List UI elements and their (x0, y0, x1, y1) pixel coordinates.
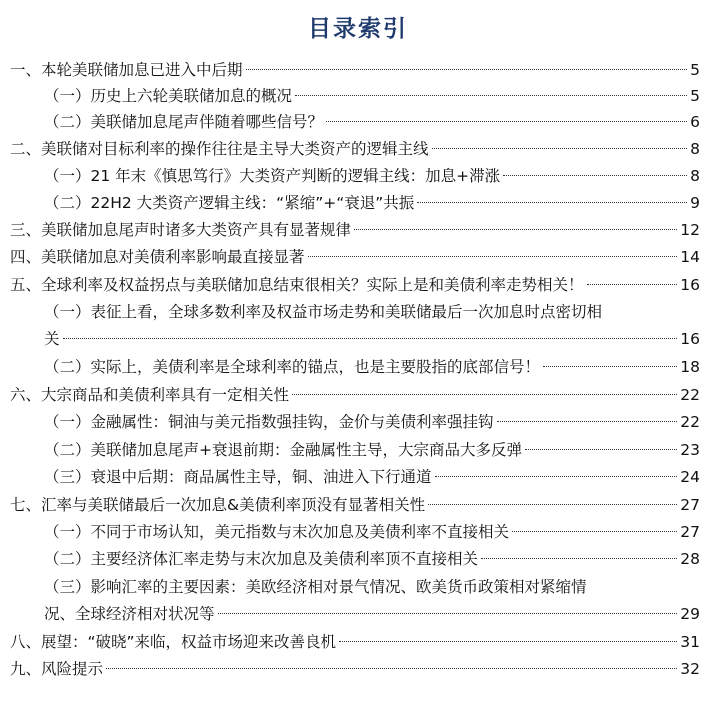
toc-entry-text: 六、大宗商品和美债利率具有一定相关性 (10, 386, 290, 404)
leader-dots (543, 366, 677, 367)
toc-entry[interactable] (0, 492, 716, 518)
toc-page-number: 5 (690, 87, 700, 105)
toc-entry[interactable] (0, 409, 716, 435)
toc-entry[interactable] (0, 354, 716, 380)
toc-entry[interactable] (0, 382, 716, 408)
leader-dots (106, 668, 677, 669)
toc-entry[interactable] (0, 574, 716, 628)
leader-dots (295, 95, 687, 96)
toc-page-number: 22 (680, 413, 700, 431)
leader-dots (417, 202, 687, 203)
toc-entry-text: 一、本轮美联储加息已进入中后期 (10, 61, 243, 79)
toc-entry-text: （二）美联储加息尾声+衰退前期：金融属性主导，大宗商品大多反弹 (44, 441, 522, 459)
toc-entry[interactable] (0, 519, 716, 545)
toc-entry-text: （二）主要经济体汇率走势与末次加息及美债利率顶不直接相关 (44, 550, 479, 568)
toc-page-number: 24 (680, 468, 700, 486)
toc-page-number: 5 (690, 61, 700, 79)
toc-entry[interactable] (0, 464, 716, 490)
toc-entry-text: （一）表征上看，全球多数利率及权益市场走势和美联储最后一次加息时点密切相 (44, 303, 603, 321)
toc-page-number: 23 (680, 441, 700, 459)
toc-entry-text: （三）影响汇率的主要因素：美欧经济相对景气情况、欧美货币政策相对紧缩情 (44, 578, 587, 596)
leader-dots (354, 229, 677, 230)
leader-dots (246, 69, 688, 70)
toc-page-number: 28 (680, 550, 700, 568)
toc-entry-text: 九、风险提示 (10, 660, 104, 678)
toc-entry[interactable] (0, 217, 716, 243)
toc-entry[interactable] (0, 437, 716, 463)
toc-page-number: 31 (680, 633, 700, 651)
toc-entry-text: 七、汇率与美联储最后一次加息&美债利率顶没有显著相关性 (10, 496, 426, 514)
toc-entry-text: （二）美联储加息尾声伴随着哪些信号？ (44, 113, 324, 131)
toc-entry-text: （二）实际上，美债利率是全球利率的锚点，也是主要股指的底部信号！ (44, 358, 541, 376)
leader-dots (428, 504, 677, 505)
toc-entry[interactable] (0, 163, 716, 189)
toc-page-number: 27 (680, 496, 700, 514)
leader-dots (497, 421, 678, 422)
toc-entry-text: （一）金融属性：铜油与美元指数强挂钩，金价与美债利率强挂钩 (44, 413, 494, 431)
toc-entry-text: （一）21 年末《慎思笃行》大类资产判断的逻辑主线：加息+滞涨 (44, 167, 501, 185)
leader-dots (512, 531, 677, 532)
leader-dots (525, 449, 677, 450)
leader-dots (503, 175, 687, 176)
toc-entry-text: 五、全球利率及权益拐点与美联储加息结束很相关？实际上是和美债利率走势相关！ (10, 276, 584, 294)
toc-entry[interactable] (0, 546, 716, 572)
toc-entry[interactable] (0, 272, 716, 298)
leader-dots (308, 256, 678, 257)
toc-entry[interactable] (0, 656, 716, 682)
toc-page-number: 14 (680, 248, 700, 266)
toc-entry-text: 八、展望：“破晓”来临，权益市场迎来改善良机 (10, 633, 337, 651)
toc-page-number: 16 (680, 276, 700, 294)
toc-page-number: 29 (680, 605, 700, 623)
leader-dots (435, 476, 678, 477)
leader-dots (292, 394, 677, 395)
toc-entry[interactable] (0, 244, 716, 270)
toc-entry-text: 三、美联储加息尾声时诸多大类资产具有显著规律 (10, 221, 352, 239)
leader-dots (326, 121, 687, 122)
toc-entry[interactable] (0, 629, 716, 655)
toc-entry-text: 四、美联储加息对美债利率影响最直接显著 (10, 248, 305, 266)
toc-title: 目录索引 (308, 16, 408, 42)
toc-page-number: 16 (680, 330, 700, 348)
toc-entry[interactable] (0, 136, 716, 162)
leader-dots (63, 338, 678, 339)
leader-dots (587, 284, 678, 285)
leader-dots (481, 558, 677, 559)
toc-page-number: 32 (680, 660, 700, 678)
toc-entry-text: （一）不同于市场认知，美元指数与末次加息及美债利率不直接相关 (44, 523, 510, 541)
toc-page-number: 18 (680, 358, 700, 376)
toc-entry-text-continued: 况、全球经济相对状况等 (44, 605, 215, 623)
leader-dots (218, 613, 678, 614)
leader-dots (432, 148, 688, 149)
toc-page-number: 6 (690, 113, 700, 131)
toc-page-number: 12 (680, 221, 700, 239)
toc-entry[interactable] (0, 190, 716, 216)
toc-page-number: 22 (680, 386, 700, 404)
toc-page-number: 8 (690, 140, 700, 158)
toc-entry-text: （一）历史上六轮美联储加息的概况 (44, 87, 293, 105)
toc-entry[interactable] (0, 83, 716, 109)
toc-entry-text: （二）22H2 大类资产逻辑主线：“紧缩”+“衰退”共振 (44, 194, 415, 212)
leader-dots (339, 641, 677, 642)
toc-page-number: 27 (680, 523, 700, 541)
toc-entry[interactable] (0, 109, 716, 135)
toc-entry[interactable] (0, 57, 716, 83)
toc-page-number: 8 (690, 167, 700, 185)
toc-page-number: 9 (690, 194, 700, 212)
toc-entry-text: （三）衰退中后期：商品属性主导，铜、油进入下行通道 (44, 468, 432, 486)
toc-entry-text: 二、美联储对目标利率的操作往往是主导大类资产的逻辑主线 (10, 140, 429, 158)
toc-entry[interactable] (0, 299, 716, 353)
toc-entry-text-continued: 关 (44, 330, 60, 348)
